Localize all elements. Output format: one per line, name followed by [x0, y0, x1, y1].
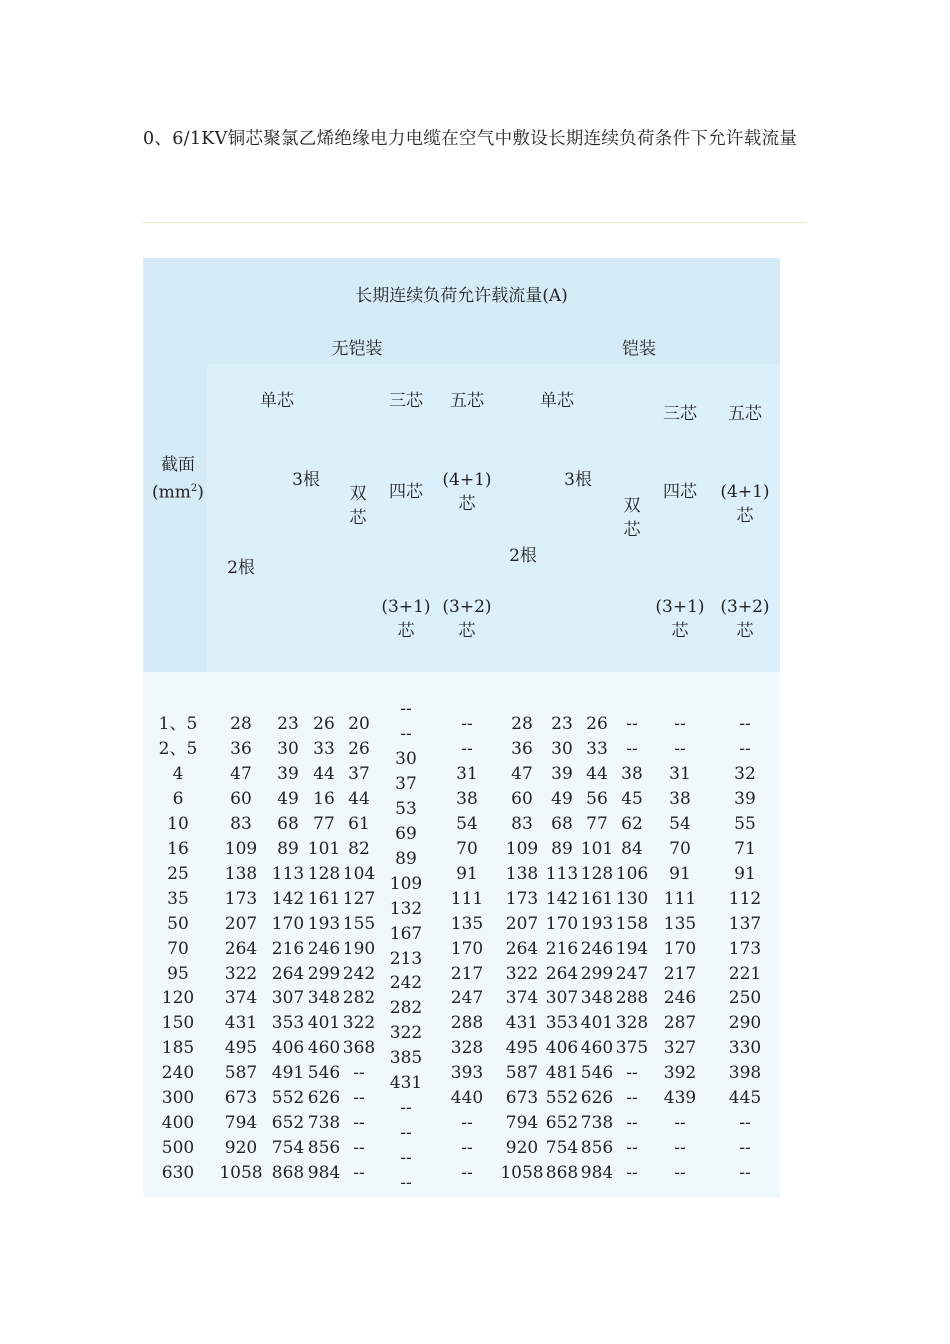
cell-unarmored-2root: 374	[224, 988, 258, 1009]
cell-unarmored-3root: 868	[271, 1163, 305, 1184]
header-armored-dual-core-1: 双	[623, 496, 641, 516]
cell-armored-dual: 194	[615, 938, 649, 959]
cell-unarmored-3root: 30	[277, 738, 299, 759]
cell-armored-3root: 89	[551, 838, 573, 859]
cell-section: 4	[172, 763, 184, 784]
cell-armored-2root: 207	[505, 913, 539, 934]
cell-armored-2root: 322	[505, 963, 539, 984]
cell-armored-dual: --	[626, 714, 638, 734]
cell-unarmored-2root: 138	[224, 863, 258, 884]
cell-armored-three: 287	[663, 1013, 697, 1034]
cell-armored-five: 55	[734, 813, 756, 834]
cell-armored-2root: 138	[505, 863, 539, 884]
cell-unarmored-3root: 353	[271, 1013, 305, 1034]
cell-armored-col3: 161	[580, 888, 614, 909]
cell-unarmored-2root: 495	[224, 1038, 258, 1059]
page-title: 0、6/1KV铜芯聚氯乙烯绝缘电力电缆在空气中敷设长期连续负荷条件下允许载流量	[143, 129, 798, 149]
cell-unarmored-2root: 36	[230, 738, 252, 759]
cell-armored-col3: 77	[586, 813, 608, 834]
cell-armored-col3: 738	[580, 1113, 614, 1134]
cell-armored-col3: 44	[586, 763, 608, 784]
cell-armored-3root: 170	[545, 913, 579, 934]
cell-unarmored-five: 91	[456, 863, 478, 884]
cell-armored-3root: 68	[551, 813, 573, 834]
cell-unarmored-col3: 626	[307, 1088, 341, 1109]
cell-armored-five: --	[739, 1163, 751, 1184]
cell-unarmored-five: 70	[456, 838, 478, 859]
header-armored: 铠装	[622, 339, 656, 359]
cell-unarmored-dual: 37	[348, 763, 370, 784]
header-dual-core-1: 双	[349, 484, 367, 504]
header-armored-dual-core-2: 芯	[623, 520, 641, 540]
table-header	[143, 258, 780, 672]
header-three-plus-two-2: 芯	[458, 621, 476, 641]
cell-unarmored-col3: 984	[307, 1163, 341, 1184]
cell-unarmored-col3: 246	[307, 938, 341, 959]
cell-unarmored-dual: 242	[342, 963, 376, 984]
cell-armored-dual: --	[626, 1088, 638, 1109]
cell-armored-col3: 856	[580, 1138, 614, 1159]
cell-armored-3root: 113	[545, 863, 579, 884]
cell-unarmored-dual: --	[353, 1163, 365, 1184]
cell-unarmored-col3: 26	[313, 714, 335, 734]
cell-unarmored-3root: 754	[271, 1138, 305, 1159]
cell-armored-five: 290	[728, 1013, 762, 1034]
header-armored-five-core: 五芯	[728, 404, 762, 424]
cell-armored-dual: 130	[615, 888, 649, 909]
cell-unarmored-3root: 406	[271, 1038, 305, 1059]
cell-armored-five: 398	[728, 1063, 762, 1084]
cell-unarmored-five: --	[461, 1138, 473, 1159]
cell-unarmored-col3: 128	[307, 863, 341, 884]
cell-section: 95	[167, 963, 189, 984]
cell-armored-col3: 299	[580, 963, 614, 984]
cell-armored-dual: --	[626, 1138, 638, 1159]
cell-unarmored-2root: 60	[230, 788, 252, 809]
cell-section: 16	[167, 838, 189, 859]
header-five-core: 五芯	[450, 391, 484, 411]
cell-unarmored-3root: 39	[277, 763, 299, 784]
cell-unarmored-col3: 348	[307, 988, 341, 1009]
cell-unarmored-col3: 161	[307, 888, 341, 909]
cell-unarmored-3root: 552	[271, 1088, 305, 1109]
cell-unarmored-2root: 673	[224, 1088, 258, 1109]
cell-unarmored-2root: 794	[224, 1113, 258, 1134]
cell-unarmored-col3: 193	[307, 913, 341, 934]
cell-armored-3root: 39	[551, 763, 573, 784]
cell-unarmored-five: 38	[456, 788, 478, 809]
cell-armored-three: 217	[663, 963, 697, 984]
header-main: 长期连续负荷允许载流量(A)	[355, 286, 568, 306]
cell-unarmored-col3: 101	[307, 838, 341, 859]
cell-unarmored-five: 54	[456, 813, 478, 834]
cell-armored-2root: 264	[505, 938, 539, 959]
header-2-roots: 2根	[227, 558, 255, 578]
cell-armored-five: 32	[734, 763, 756, 784]
cell-armored-col3: 246	[580, 938, 614, 959]
header-three-plus-two-1: (3+2)	[442, 597, 492, 617]
cell-armored-dual: --	[626, 738, 638, 759]
cell-armored-three: 170	[663, 938, 697, 959]
cell-unarmored-col3: 856	[307, 1138, 341, 1159]
cell-unarmored-2root: 322	[224, 963, 258, 984]
cell-armored-three: 70	[669, 838, 691, 859]
header-three-plus-one-1: (3+1)	[381, 597, 431, 617]
cell-armored-five: 71	[734, 838, 756, 859]
header-3-roots: 3根	[292, 470, 320, 490]
cell-unarmored-col3: 16	[313, 788, 335, 809]
cell-unarmored-col3: 44	[313, 763, 335, 784]
cell-armored-five: 112	[728, 888, 762, 909]
cell-section: 35	[167, 888, 189, 909]
cell-unarmored-five: 31	[456, 763, 478, 784]
cell-armored-col3: 26	[586, 714, 608, 734]
cell-unarmored-three: --	[400, 1098, 412, 1119]
cell-armored-five: --	[739, 1138, 751, 1159]
cell-armored-dual: 45	[621, 788, 643, 809]
cell-armored-five: 137	[728, 913, 762, 934]
cell-unarmored-3root: 170	[271, 913, 305, 934]
cell-armored-3root: 868	[545, 1163, 579, 1184]
cell-armored-2root: 431	[505, 1013, 539, 1034]
cell-unarmored-three: 69	[395, 823, 417, 844]
cell-unarmored-five: 288	[450, 1013, 484, 1034]
cell-armored-2root: 587	[505, 1063, 539, 1084]
cell-armored-2root: 1058	[500, 1163, 544, 1184]
header-section-label: 截面	[161, 455, 195, 475]
header-four-plus-one-2: 芯	[458, 494, 476, 514]
cell-armored-dual: --	[626, 1163, 638, 1184]
cell-unarmored-col3: 77	[313, 813, 335, 834]
cell-section: 500	[161, 1138, 195, 1159]
cell-unarmored-3root: 216	[271, 938, 305, 959]
cell-armored-five: 330	[728, 1038, 762, 1059]
cell-unarmored-five: 328	[450, 1038, 484, 1059]
cell-unarmored-dual: 26	[348, 738, 370, 759]
cell-unarmored-three: 167	[389, 923, 423, 944]
cell-unarmored-three: 242	[389, 973, 423, 994]
header-dual-core-2: 芯	[349, 508, 367, 528]
cell-unarmored-3root: 264	[271, 963, 305, 984]
cell-unarmored-dual: 127	[342, 888, 376, 909]
cell-armored-five: 39	[734, 788, 756, 809]
header-armored-four-plus-one-2: 芯	[736, 506, 754, 526]
cell-unarmored-three: --	[400, 1173, 412, 1194]
cell-unarmored-2root: 28	[230, 714, 252, 734]
cell-unarmored-three: 89	[395, 848, 417, 869]
cell-armored-3root: 142	[545, 888, 579, 909]
cell-armored-three: 38	[669, 788, 691, 809]
cell-unarmored-dual: 155	[342, 913, 376, 934]
cell-unarmored-five: 135	[450, 913, 484, 934]
header-armored-four-core: 四芯	[663, 482, 697, 502]
cell-armored-three: --	[674, 714, 686, 734]
cell-armored-2root: 60	[511, 788, 533, 809]
cell-section: 10	[167, 813, 189, 834]
cell-section: 120	[161, 988, 195, 1009]
cell-armored-dual: 62	[621, 813, 643, 834]
cell-armored-2root: 36	[511, 738, 533, 759]
cell-unarmored-five: --	[461, 714, 473, 734]
cell-armored-five: 173	[728, 938, 762, 959]
cell-unarmored-three: --	[400, 723, 412, 744]
cell-unarmored-dual: --	[353, 1113, 365, 1134]
cell-armored-3root: 754	[545, 1138, 579, 1159]
cell-armored-dual: 375	[615, 1038, 649, 1059]
cell-unarmored-three: 322	[389, 1023, 423, 1044]
cell-unarmored-five: --	[461, 1163, 473, 1184]
cell-armored-2root: 920	[505, 1138, 539, 1159]
cell-unarmored-2root: 173	[224, 888, 258, 909]
cell-unarmored-five: 393	[450, 1063, 484, 1084]
cell-armored-2root: 83	[511, 813, 533, 834]
cell-unarmored-2root: 207	[224, 913, 258, 934]
cell-armored-3root: 406	[545, 1038, 579, 1059]
cell-unarmored-three: 213	[389, 948, 423, 969]
cell-armored-2root: 173	[505, 888, 539, 909]
cell-armored-dual: 84	[621, 838, 643, 859]
cell-armored-dual: 288	[615, 988, 649, 1009]
cell-armored-2root: 47	[511, 763, 533, 784]
cell-unarmored-3root: 89	[277, 838, 299, 859]
cell-armored-three: --	[674, 1138, 686, 1159]
cell-armored-three: --	[674, 738, 686, 759]
cell-armored-dual: --	[626, 1063, 638, 1084]
cell-unarmored-three: 282	[389, 998, 423, 1019]
cell-unarmored-dual: 322	[342, 1013, 376, 1034]
cell-unarmored-dual: --	[353, 1063, 365, 1084]
cell-armored-three: --	[674, 1113, 686, 1134]
cell-unarmored-three: 431	[389, 1073, 423, 1094]
cell-unarmored-dual: 61	[348, 813, 370, 834]
header-four-plus-one-1: (4+1)	[442, 470, 492, 490]
cell-unarmored-five: 247	[450, 988, 484, 1009]
cell-armored-2root: 109	[505, 838, 539, 859]
header-single-core: 单芯	[260, 391, 294, 411]
cell-armored-dual: 158	[615, 913, 649, 934]
header-armored-three-plus-one-2: 芯	[671, 621, 689, 641]
cell-unarmored-col3: 460	[307, 1038, 341, 1059]
cell-section: 300	[161, 1088, 195, 1109]
cell-armored-col3: 348	[580, 988, 614, 1009]
cell-armored-3root: 49	[551, 788, 573, 809]
cell-armored-2root: 673	[505, 1088, 539, 1109]
cell-unarmored-2root: 431	[224, 1013, 258, 1034]
cell-unarmored-dual: 82	[348, 838, 370, 859]
cell-section: 25	[167, 863, 189, 884]
cell-section: 2、5	[158, 738, 198, 759]
cell-unarmored-col3: 401	[307, 1013, 341, 1034]
cell-armored-five: 250	[728, 988, 762, 1009]
cell-armored-three: 246	[663, 988, 697, 1009]
cell-section: 240	[161, 1063, 195, 1084]
cell-armored-col3: 984	[580, 1163, 614, 1184]
header-three-core: 三芯	[389, 391, 423, 411]
cell-armored-col3: 401	[580, 1013, 614, 1034]
cell-armored-col3: 460	[580, 1038, 614, 1059]
cell-unarmored-3root: 491	[271, 1063, 305, 1084]
cell-unarmored-dual: 104	[342, 863, 376, 884]
cell-armored-three: 31	[669, 763, 691, 784]
cell-armored-five: --	[739, 714, 751, 734]
title-divider	[143, 222, 806, 223]
cell-armored-3root: 353	[545, 1013, 579, 1034]
cell-armored-dual: --	[626, 1113, 638, 1134]
cell-unarmored-2root: 109	[224, 838, 258, 859]
cell-armored-five: 221	[728, 963, 762, 984]
cell-armored-five: 445	[728, 1088, 762, 1109]
cell-section: 150	[161, 1013, 195, 1034]
header-armored-three-plus-two-1: (3+2)	[720, 597, 770, 617]
cell-armored-col3: 128	[580, 863, 614, 884]
header-three-plus-one-2: 芯	[397, 621, 415, 641]
cell-armored-three: 327	[663, 1038, 697, 1059]
cell-armored-3root: 652	[545, 1113, 579, 1134]
cell-unarmored-2root: 1058	[219, 1163, 263, 1184]
cell-armored-dual: 247	[615, 963, 649, 984]
cell-section: 400	[161, 1113, 195, 1134]
cell-unarmored-2root: 264	[224, 938, 258, 959]
cell-armored-3root: 481	[545, 1063, 579, 1084]
cell-unarmored-three: 109	[389, 873, 423, 894]
cell-unarmored-three: 37	[395, 773, 417, 794]
cell-unarmored-dual: 44	[348, 788, 370, 809]
cell-unarmored-2root: 587	[224, 1063, 258, 1084]
cell-armored-2root: 794	[505, 1113, 539, 1134]
cell-unarmored-three: --	[400, 699, 412, 719]
header-unarmored: 无铠装	[331, 339, 383, 359]
cell-armored-col3: 193	[580, 913, 614, 934]
table-body	[143, 672, 780, 1198]
cell-section: 50	[167, 913, 189, 934]
cell-unarmored-five: --	[461, 738, 473, 759]
cell-unarmored-2root: 920	[224, 1138, 258, 1159]
cell-armored-five: --	[739, 738, 751, 759]
cell-armored-dual: 328	[615, 1013, 649, 1034]
header-armored-three-plus-two-2: 芯	[736, 621, 754, 641]
header-section-unit: $(mm^2)$	[152, 482, 204, 503]
cell-unarmored-five: 217	[450, 963, 484, 984]
cell-armored-col3: 56	[586, 788, 608, 809]
cell-unarmored-dual: 190	[342, 938, 376, 959]
cell-unarmored-three: 30	[395, 748, 417, 769]
cell-unarmored-3root: 23	[277, 714, 299, 734]
cell-armored-col3: 546	[580, 1063, 614, 1084]
cell-section: 6	[172, 788, 184, 809]
cell-unarmored-three: --	[400, 1148, 412, 1169]
cell-unarmored-three: 132	[389, 898, 423, 919]
cell-unarmored-2root: 83	[230, 813, 252, 834]
cell-unarmored-dual: --	[353, 1088, 365, 1109]
cell-armored-dual: 38	[621, 763, 643, 784]
cell-unarmored-five: 111	[450, 888, 484, 909]
cell-unarmored-3root: 307	[271, 988, 305, 1009]
cell-unarmored-3root: 652	[271, 1113, 305, 1134]
header-armored-3-roots: 3根	[564, 470, 592, 490]
cell-armored-3root: 30	[551, 738, 573, 759]
header-armored-three-plus-one-1: (3+1)	[655, 597, 705, 617]
header-armored-three-core: 三芯	[663, 404, 697, 424]
cell-armored-3root: 264	[545, 963, 579, 984]
header-armored-2-roots: 2根	[509, 546, 537, 566]
cell-unarmored-3root: 68	[277, 813, 299, 834]
cell-unarmored-col3: 546	[307, 1063, 341, 1084]
cell-section: 630	[161, 1163, 195, 1184]
cell-armored-three: 54	[669, 813, 691, 834]
cell-unarmored-3root: 113	[271, 863, 305, 884]
cell-unarmored-dual: 368	[342, 1038, 376, 1059]
header-four-core: 四芯	[389, 482, 423, 502]
cell-armored-col3: 626	[580, 1088, 614, 1109]
cell-armored-five: --	[739, 1113, 751, 1134]
cell-unarmored-2root: 47	[230, 763, 252, 784]
cell-armored-3root: 552	[545, 1088, 579, 1109]
cell-armored-dual: 106	[615, 863, 649, 884]
cell-unarmored-col3: 738	[307, 1113, 341, 1134]
cell-section: 185	[161, 1038, 195, 1059]
ampacity-table	[143, 258, 780, 1198]
header-armored-four-plus-one-1: (4+1)	[720, 482, 770, 502]
cell-unarmored-3root: 142	[271, 888, 305, 909]
cell-armored-three: 135	[663, 913, 697, 934]
cell-unarmored-three: 53	[395, 798, 417, 819]
cell-armored-3root: 216	[545, 938, 579, 959]
cell-armored-three: --	[674, 1163, 686, 1184]
cell-unarmored-3root: 49	[277, 788, 299, 809]
cell-unarmored-five: 170	[450, 938, 484, 959]
cell-unarmored-dual: 20	[348, 714, 370, 734]
cell-unarmored-dual: 282	[342, 988, 376, 1009]
cell-armored-col3: 101	[580, 838, 614, 859]
cell-unarmored-five: --	[461, 1113, 473, 1134]
cell-armored-3root: 307	[545, 988, 579, 1009]
cell-armored-2root: 28	[511, 714, 533, 734]
cell-armored-three: 392	[663, 1063, 697, 1084]
cell-armored-five: 91	[734, 863, 756, 884]
cell-unarmored-five: 440	[450, 1088, 484, 1109]
cell-armored-three: 111	[663, 888, 697, 909]
cell-unarmored-dual: --	[353, 1138, 365, 1159]
cell-armored-three: 439	[663, 1088, 697, 1109]
cell-unarmored-col3: 299	[307, 963, 341, 984]
cell-unarmored-three: --	[400, 1123, 412, 1144]
cell-unarmored-three: 385	[389, 1048, 423, 1069]
cell-armored-2root: 374	[505, 988, 539, 1009]
header-armored-single-core: 单芯	[540, 391, 574, 411]
cell-armored-three: 91	[669, 863, 691, 884]
cell-section: 1、5	[158, 714, 198, 734]
cell-section: 70	[167, 938, 189, 959]
cell-armored-3root: 23	[551, 714, 573, 734]
cell-armored-col3: 33	[586, 738, 608, 759]
cell-armored-2root: 495	[505, 1038, 539, 1059]
cell-unarmored-col3: 33	[313, 738, 335, 759]
